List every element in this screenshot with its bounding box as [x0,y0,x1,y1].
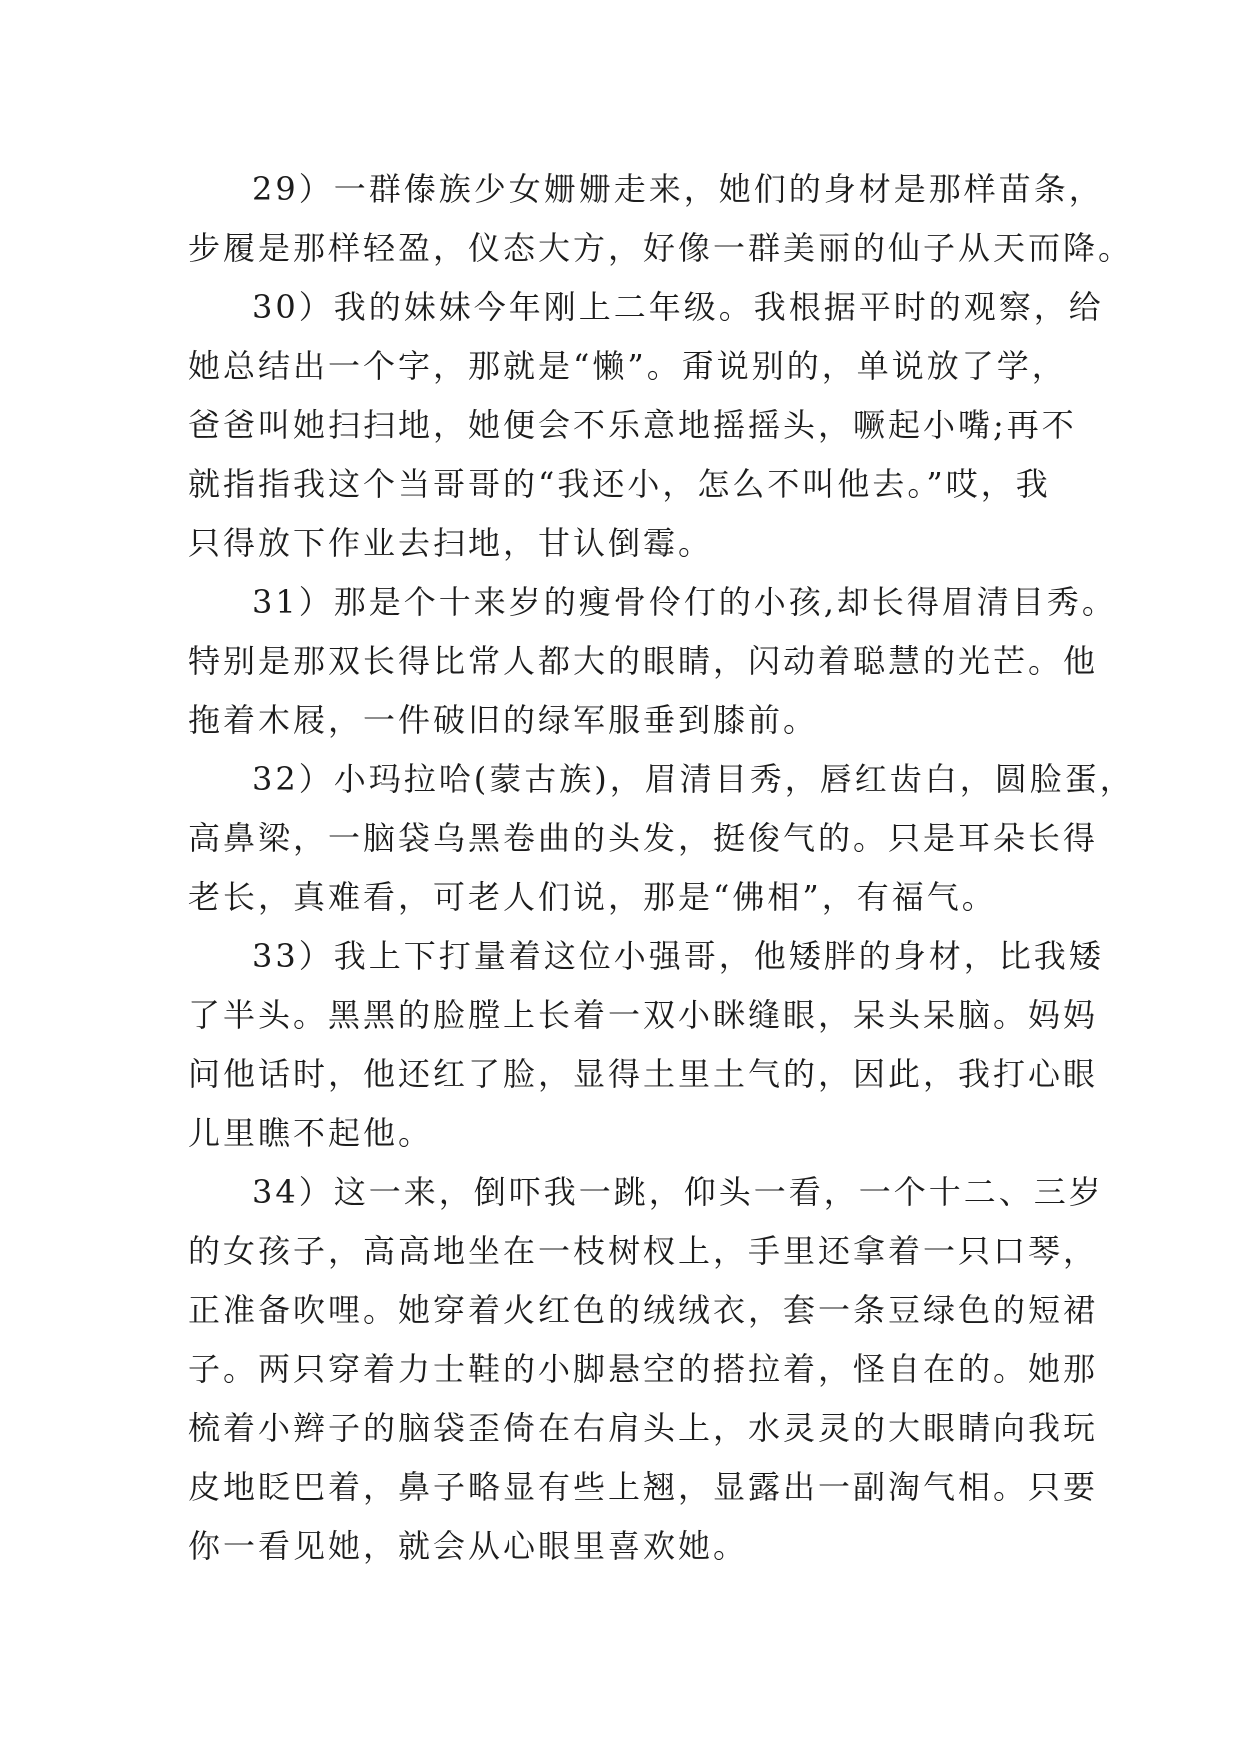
text-line: 儿里瞧不起他。 [188,1114,434,1152]
text-line: 皮地眨巴着，鼻子略显有些上翘，显露出一副淘气相。只要 [188,1468,1099,1506]
text-line: 30）我的妹妹今年刚上二年级。我根据平时的观察，给 [252,288,1104,326]
text-line: 32）小玛拉哈(蒙古族)，眉清目秀，唇红齿白，圆脸蛋， [252,760,1135,798]
text-line: 特别是那双长得比常人都大的眼睛，闪动着聪慧的光芒。他 [188,642,1099,680]
paragraph-30 [188,278,1104,573]
text-line: 29）一群傣族少女姗姗走来，她们的身材是那样苗条， [252,170,1104,208]
paragraph-33 [188,927,1104,1163]
text-line: 了半头。黑黑的脸膛上长着一双小眯缝眼，呆头呆脑。妈妈 [188,996,1099,1034]
paragraph-34 [188,1163,1104,1576]
text-line: 的女孩子，高高地坐在一枝树杈上，手里还拿着一只口琴， [188,1232,1099,1270]
document-body [188,160,1135,1576]
text-line: 33）我上下打量着这位小强哥，他矮胖的身材，比我矮 [252,937,1104,975]
text-line: 爸爸叫她扫扫地，她便会不乐意地摇摇头，噘起小嘴;再不 [188,406,1077,444]
paragraph-32 [188,750,1135,927]
text-line: 31）那是个十来岁的瘦骨伶仃的小孩,却长得眉清目秀。 [252,583,1117,621]
text-line: 她总结出一个字，那就是“懒”。甭说别的，单说放了学， [188,347,1067,385]
text-line: 步履是那样轻盈，仪态大方，好像一群美丽的仙子从天而降。 [188,229,1134,267]
text-line: 高鼻梁，一脑袋乌黑卷曲的头发，挺俊气的。只是耳朵长得 [188,819,1099,857]
text-line: 梳着小辫子的脑袋歪倚在右肩头上，水灵灵的大眼睛向我玩 [188,1409,1099,1447]
text-line: 只得放下作业去扫地，甘认倒霉。 [188,524,714,562]
text-line: 子。两只穿着力士鞋的小脚悬空的搭拉着，怪自在的。她那 [188,1350,1099,1388]
paragraph-29 [188,160,1134,278]
text-line: 34）这一来，倒吓我一跳，仰头一看，一个十二、三岁 [252,1173,1104,1211]
text-line: 拖着木屐，一件破旧的绿军服垂到膝前。 [188,701,819,739]
text-line: 问他话时，他还红了脸，显得土里土气的，因此，我打心眼 [188,1055,1099,1093]
text-line: 就指指我这个当哥哥的“我还小，怎么不叫他去。”哎，我 [188,465,1051,503]
text-line: 正准备吹哩。她穿着火红色的绒绒衣，套一条豆绿色的短裙 [188,1291,1099,1329]
paragraph-31 [188,573,1117,750]
text-line: 老长，真难看，可老人们说，那是“佛相”，有福气。 [188,878,997,916]
text-line: 你一看见她，就会从心眼里喜欢她。 [188,1527,749,1565]
